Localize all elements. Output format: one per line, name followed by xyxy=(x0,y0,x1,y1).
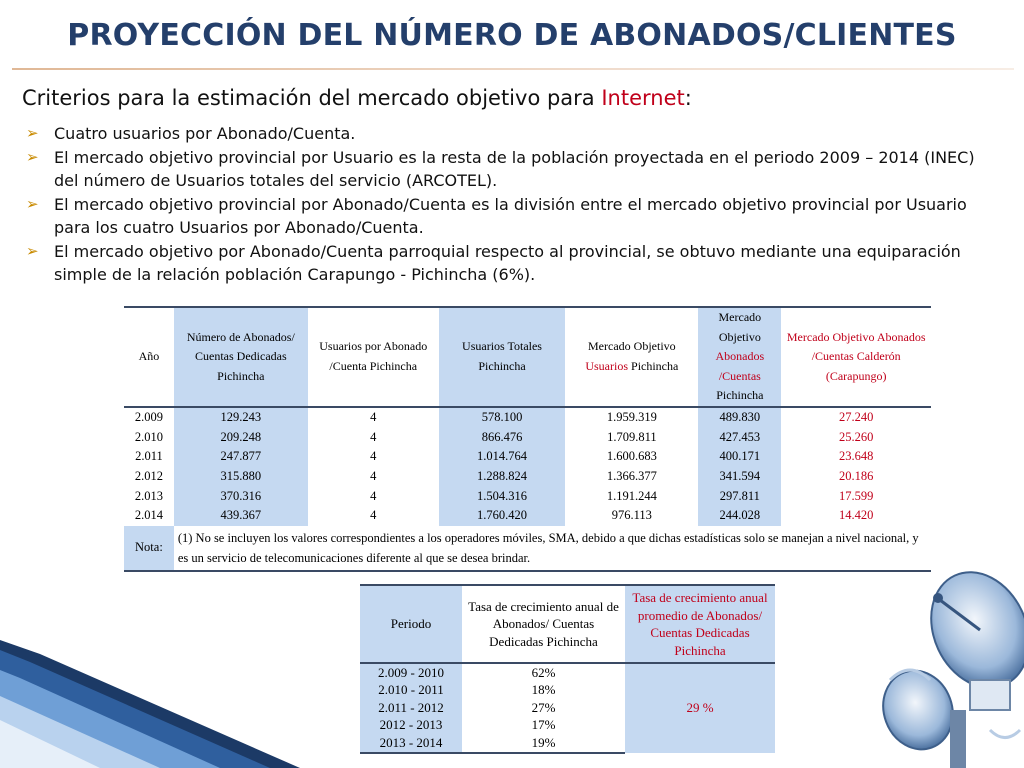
cell-target-subscribers: 297.811 xyxy=(698,486,781,506)
cell-users-per: 4 xyxy=(370,488,377,503)
header-users-per-subscriber: Usuarios por Abonado /Cuenta Pichincha xyxy=(319,339,428,373)
table-row xyxy=(124,407,931,428)
header-annual-rate: Tasa de crecimiento anual de Abonados/ Cuentas Dedicadas Pichincha xyxy=(468,598,619,649)
cell-period: 2013 - 2014 xyxy=(360,734,462,753)
cell-target-subscribers: 341.594 xyxy=(698,467,781,487)
cell-total-users: 1.760.420 xyxy=(439,506,566,526)
cell-users-per: 4 xyxy=(370,508,377,523)
arrow-bullet-icon: ➢ xyxy=(26,147,39,166)
cell-rate: 27% xyxy=(531,699,556,715)
arrow-bullet-icon: ➢ xyxy=(26,124,39,142)
cell-average-rate: 29 % xyxy=(625,663,775,753)
table-row xyxy=(124,428,931,448)
table-header-row xyxy=(360,585,775,663)
table-row xyxy=(124,506,931,526)
cell-target-users: 976.113 xyxy=(611,508,652,523)
cell-target-subscribers: 489.830 xyxy=(698,407,781,428)
cell-users-per: 4 xyxy=(370,410,377,425)
header-subscribers: Número de Abonados/ Cuentas Dedicadas Pichincha xyxy=(174,307,308,407)
table-row xyxy=(124,467,931,487)
note-text: (1) No se incluyen los valores correspondientes a los operadores móviles, SMA, debido a que dichas estadísticas solo se manejan a nivel nacional, y es un servicio de telecomunicaciones diferente al que se desea brindar. xyxy=(174,526,931,571)
decorative-swoosh xyxy=(0,640,300,768)
subtitle-prefix: Criterios para la estimación del mercado objetivo para xyxy=(22,86,602,110)
header-calderon-market: Mercado Objetivo Abonados /Cuentas Calderón (Carapungo) xyxy=(786,329,926,383)
projection-table xyxy=(124,306,931,572)
cell-calderon: 27.240 xyxy=(839,410,874,425)
header-target-market-subs-b: Abonados /Cuentas xyxy=(715,349,765,383)
criteria-item xyxy=(22,146,992,193)
criteria-text: Cuatro usuarios por Abonado/Cuenta. xyxy=(54,124,356,143)
arrow-bullet-icon: ➢ xyxy=(26,194,39,213)
note-label: Nota: xyxy=(124,526,174,571)
header-year: Año xyxy=(138,349,160,364)
cell-year: 2.011 xyxy=(135,449,163,464)
table-row xyxy=(360,663,775,682)
title-divider xyxy=(12,68,1014,70)
criteria-text: El mercado objetivo provincial por Abonado/Cuenta es la división entre el mercado objetivo provincial por Usuario para los cuatro Usuarios por Abonado/Cuenta. xyxy=(54,194,967,237)
cell-period: 2.010 - 2011 xyxy=(360,682,462,700)
cell-target-subscribers: 427.453 xyxy=(698,428,781,448)
cell-calderon: 20.186 xyxy=(839,469,874,484)
criteria-item xyxy=(22,122,992,146)
cell-rate: 18% xyxy=(531,682,556,698)
header-average-rate: Tasa de crecimiento anual promedio de Abonados/ Cuentas Dedicadas Pichincha xyxy=(625,585,775,663)
cell-total-users: 1.288.824 xyxy=(439,467,566,487)
header-target-market-users-c: Pichincha xyxy=(628,358,679,373)
header-total-users: Usuarios Totales Pichincha xyxy=(439,307,566,407)
cell-subscribers: 247.877 xyxy=(174,447,308,467)
header-target-market-users xyxy=(565,307,698,407)
cell-target-users: 1.709.811 xyxy=(607,429,657,444)
criteria-item xyxy=(22,240,992,287)
cell-period: 2.011 - 2012 xyxy=(360,699,462,717)
cell-year: 2.013 xyxy=(134,488,163,503)
criteria-list xyxy=(22,122,992,287)
cell-users-per: 4 xyxy=(370,469,377,484)
cell-target-users: 1.191.244 xyxy=(606,488,657,503)
cell-target-users: 1.366.377 xyxy=(606,469,657,484)
header-target-market-users-b: Usuarios xyxy=(585,358,629,373)
cell-period: 2.009 - 2010 xyxy=(360,663,462,682)
page-title: PROYECCIÓN DEL NÚMERO DE ABONADOS/CLIENTES xyxy=(67,18,957,53)
cell-year: 2.014 xyxy=(134,508,163,523)
cell-calderon: 23.648 xyxy=(839,449,874,464)
criteria-item xyxy=(22,193,992,240)
growth-rate-table xyxy=(360,584,775,754)
subtitle-suffix: : xyxy=(684,86,692,110)
header-period: Periodo xyxy=(360,585,462,663)
subtitle-highlight: Internet xyxy=(601,86,685,110)
cell-subscribers: 439.367 xyxy=(174,506,308,526)
cell-target-users: 1.959.319 xyxy=(606,410,657,425)
subtitle xyxy=(22,86,692,110)
cell-subscribers: 209.248 xyxy=(174,428,308,448)
header-target-market-subs-a: Mercado Objetivo xyxy=(718,310,762,344)
cell-year: 2.010 xyxy=(134,429,163,444)
cell-subscribers: 370.316 xyxy=(174,486,308,506)
arrow-bullet-icon: ➢ xyxy=(26,241,39,260)
table-row xyxy=(124,486,931,506)
header-target-market-subs-c: Pichincha xyxy=(716,388,764,403)
cell-rate: 17% xyxy=(531,717,556,733)
cell-target-subscribers: 244.028 xyxy=(698,506,781,526)
satellite-dish-image xyxy=(870,560,1024,768)
header-target-market-users-a: Mercado Objetivo xyxy=(588,339,676,354)
cell-target-subscribers: 400.171 xyxy=(698,447,781,467)
cell-period: 2012 - 2013 xyxy=(360,717,462,735)
cell-subscribers: 129.243 xyxy=(174,407,308,428)
cell-total-users: 1.504.316 xyxy=(439,486,566,506)
cell-calderon: 17.599 xyxy=(839,488,874,503)
cell-calderon: 25.260 xyxy=(839,429,874,444)
table-header-row xyxy=(124,307,931,407)
cell-total-users: 578.100 xyxy=(439,407,566,428)
criteria-text: El mercado objetivo por Abonado/Cuenta parroquial respecto al provincial, se obtuvo mediante una equiparación simple de la relación población Carapungo - Pichincha (6%). xyxy=(54,241,961,284)
criteria-text: El mercado objetivo provincial por Usuario es la resta de la población proyectada en el periodo 2009 – 2014 (INEC) del número de Usuarios totales del servicio (ARCOTEL). xyxy=(54,147,975,190)
cell-users-per: 4 xyxy=(370,429,377,444)
cell-target-users: 1.600.683 xyxy=(606,449,657,464)
cell-subscribers: 315.880 xyxy=(174,467,308,487)
cell-rate: 62% xyxy=(531,664,556,680)
cell-year: 2.012 xyxy=(134,469,163,484)
cell-year: 2.009 xyxy=(134,410,163,425)
cell-rate: 19% xyxy=(462,734,625,753)
cell-total-users: 1.014.764 xyxy=(439,447,566,467)
note-row xyxy=(124,526,931,571)
cell-calderon: 14.420 xyxy=(839,508,874,523)
cell-users-per: 4 xyxy=(370,449,377,464)
table-row xyxy=(124,447,931,467)
header-target-market-subscribers xyxy=(698,307,781,407)
cell-total-users: 866.476 xyxy=(439,428,566,448)
